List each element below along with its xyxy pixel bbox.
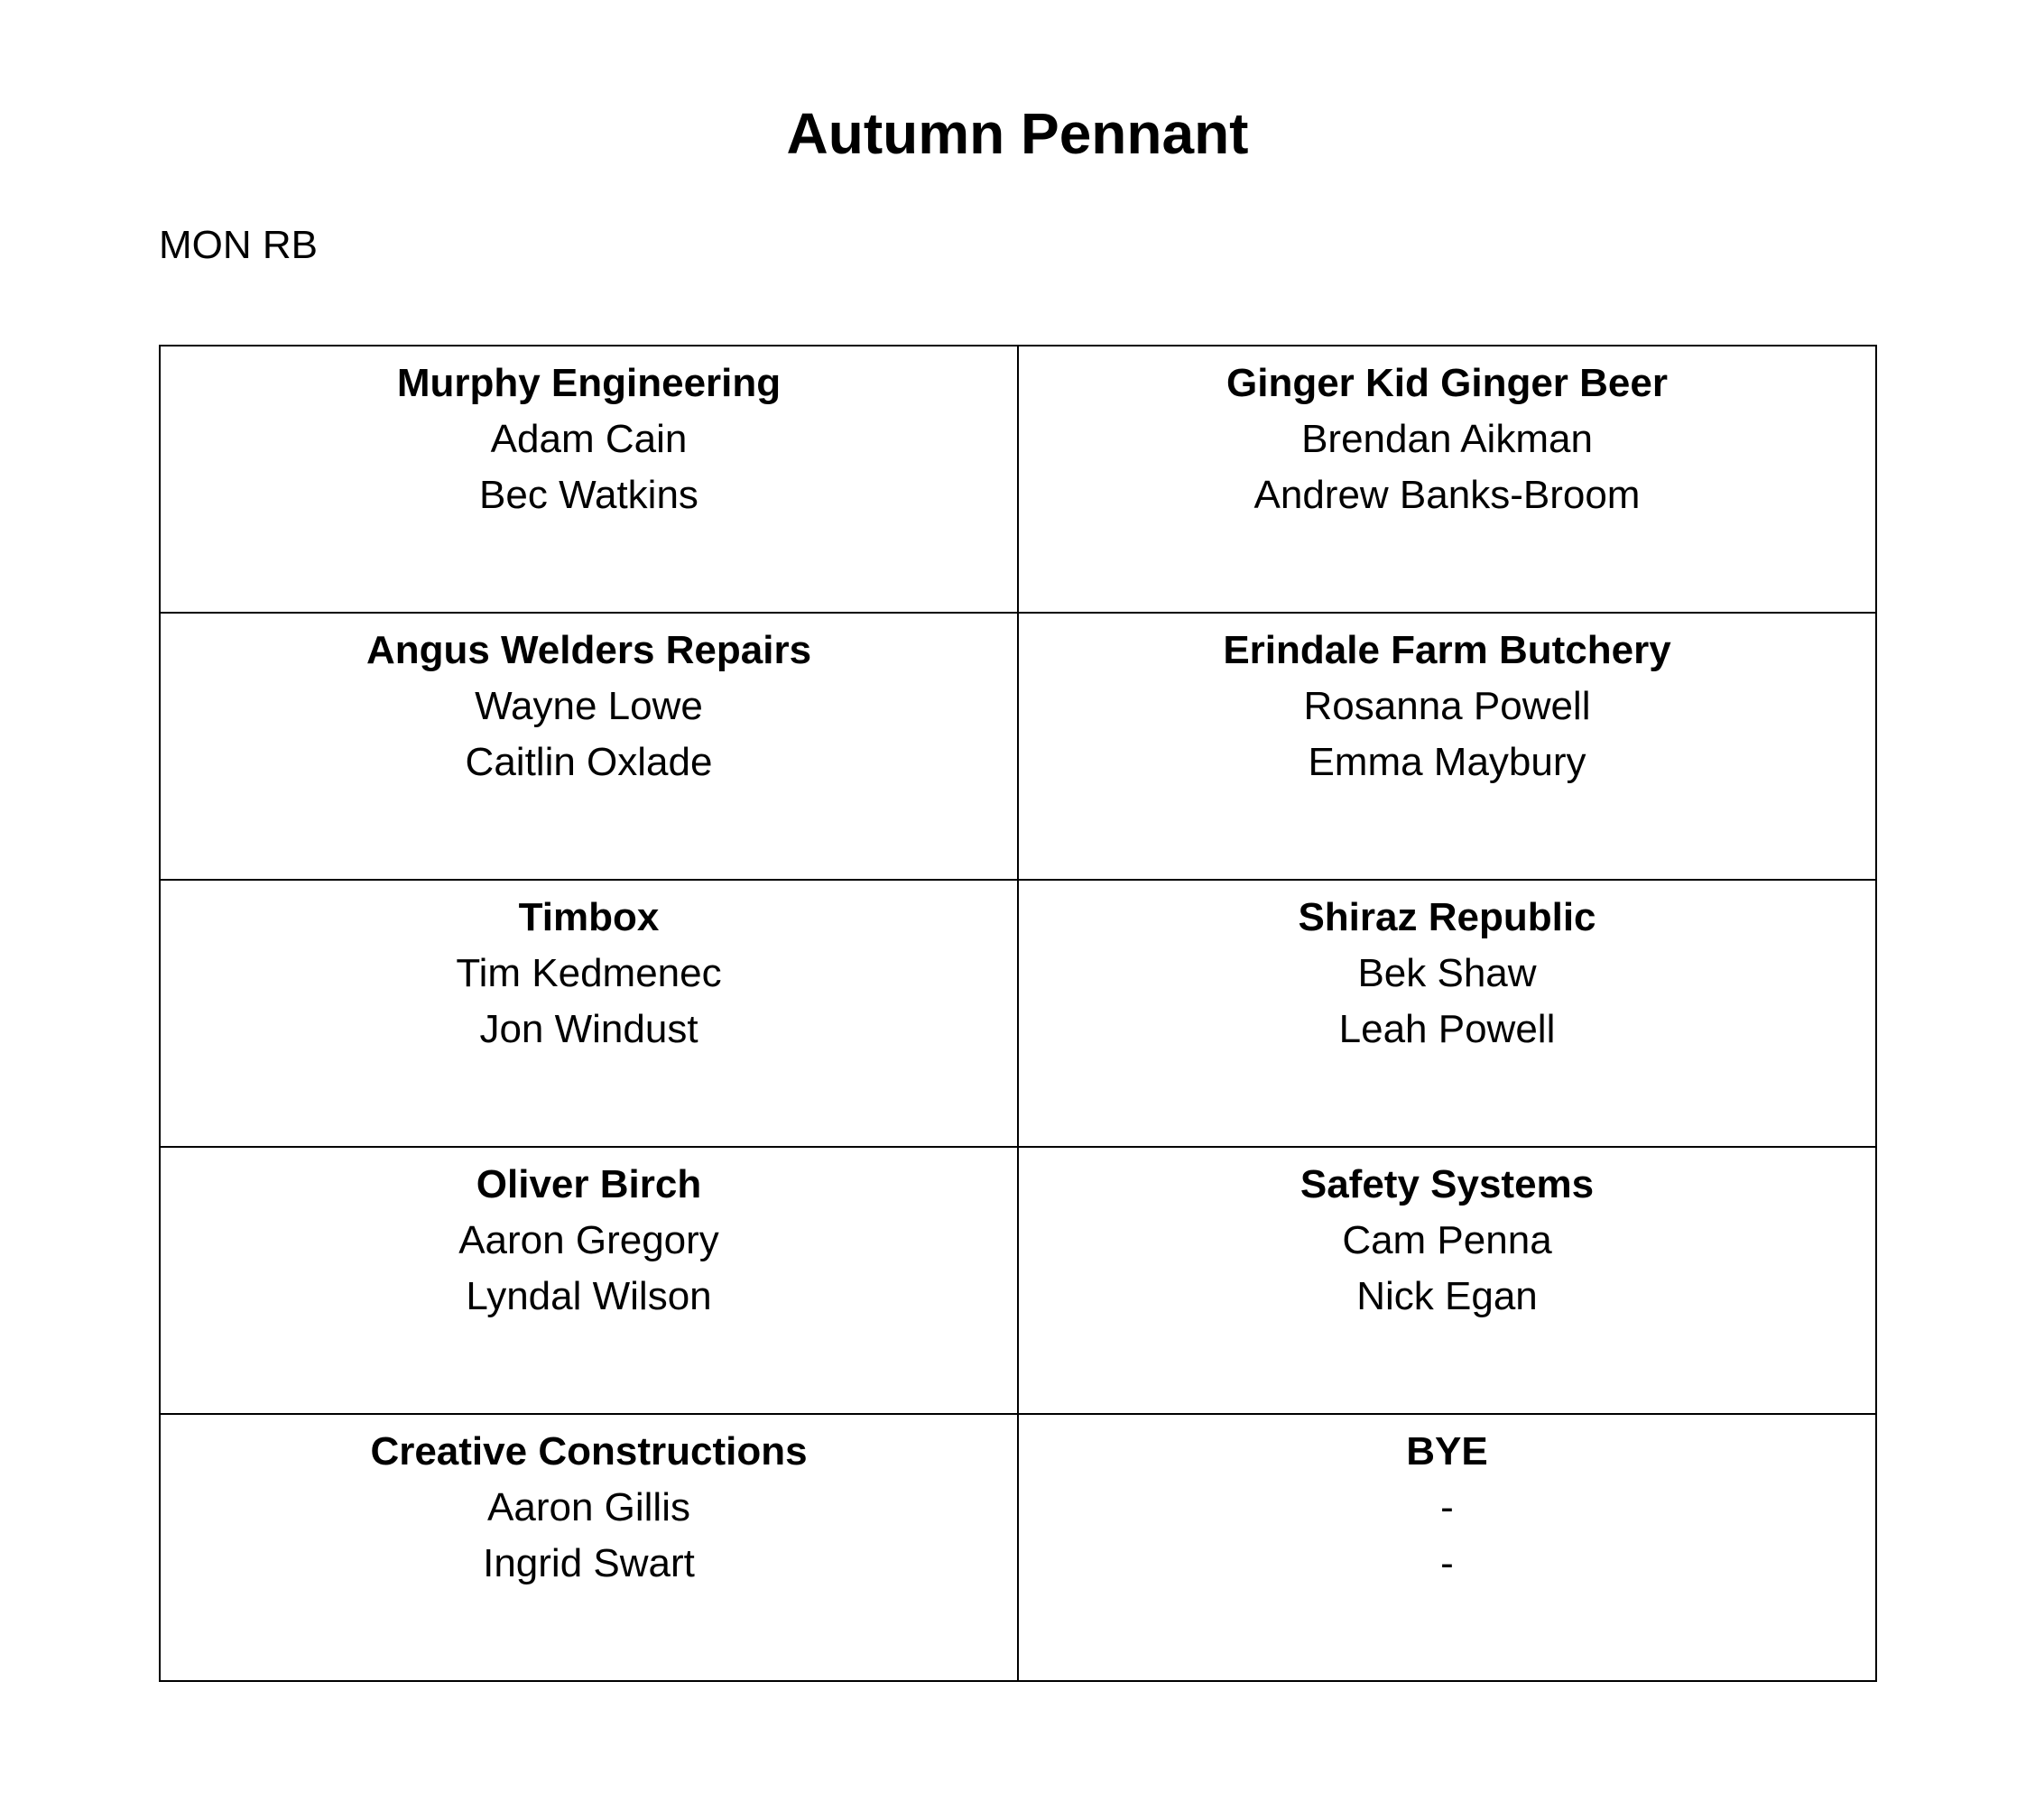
team-name: Safety Systems	[1300, 1162, 1595, 1206]
competition-label: MON RB	[159, 223, 318, 267]
team-cell-left	[160, 1414, 1018, 1681]
team-cell-right	[1018, 880, 1876, 1147]
fixture-row	[160, 1414, 1876, 1681]
team-cell-right	[1018, 613, 1876, 880]
team-name: Erindale Farm Butchery	[1223, 628, 1671, 672]
player-name: Andrew Banks-Broom	[1253, 473, 1641, 517]
player-name: Rosanna Powell	[1303, 684, 1591, 728]
team-cell-left	[160, 346, 1018, 613]
fixture-table	[159, 345, 1877, 1682]
fixture-row	[160, 346, 1876, 613]
player-name: Leah Powell	[1338, 1007, 1556, 1051]
fixture-row	[160, 1147, 1876, 1414]
team-cell-right	[1018, 1147, 1876, 1414]
player-name: Emma Maybury	[1308, 740, 1586, 784]
fixture-row	[160, 880, 1876, 1147]
team-cell-right	[1018, 1414, 1876, 1681]
player-name: Caitlin Oxlade	[465, 740, 713, 784]
team-name: Shiraz Republic	[1298, 895, 1596, 939]
player-name: -	[1440, 1541, 1454, 1585]
player-name: -	[1440, 1485, 1454, 1529]
player-name: Adam Cain	[490, 417, 688, 461]
team-cell-left	[160, 1147, 1018, 1414]
player-name: Bek Shaw	[1357, 951, 1537, 995]
player-name: Wayne Lowe	[475, 684, 703, 728]
player-name: Bec Watkins	[479, 473, 698, 517]
player-name: Aaron Gillis	[487, 1485, 690, 1529]
team-name: Oliver Birch	[476, 1162, 702, 1206]
player-name: Jon Windust	[479, 1007, 698, 1051]
fixture-row	[160, 613, 1876, 880]
team-name: Murphy Engineering	[396, 361, 782, 405]
player-name: Cam Penna	[1342, 1218, 1552, 1262]
team-name: Ginger Kid Ginger Beer	[1226, 361, 1668, 405]
team-name: Creative Constructions	[370, 1429, 808, 1474]
player-name: Ingrid Swart	[483, 1541, 695, 1585]
player-name: Aaron Gregory	[458, 1218, 719, 1262]
team-cell-right	[1018, 346, 1876, 613]
player-name: Brendan Aikman	[1301, 417, 1593, 461]
page-title: Autumn Pennant	[786, 101, 1249, 166]
team-cell-left	[160, 880, 1018, 1147]
player-name: Lyndal Wilson	[466, 1274, 712, 1318]
player-name: Tim Kedmenec	[456, 951, 722, 995]
team-name: Timbox	[518, 895, 660, 939]
team-cell-left	[160, 613, 1018, 880]
team-name: BYE	[1406, 1429, 1488, 1474]
team-name: Angus Welders Repairs	[365, 628, 812, 672]
player-name: Nick Egan	[1356, 1274, 1538, 1318]
